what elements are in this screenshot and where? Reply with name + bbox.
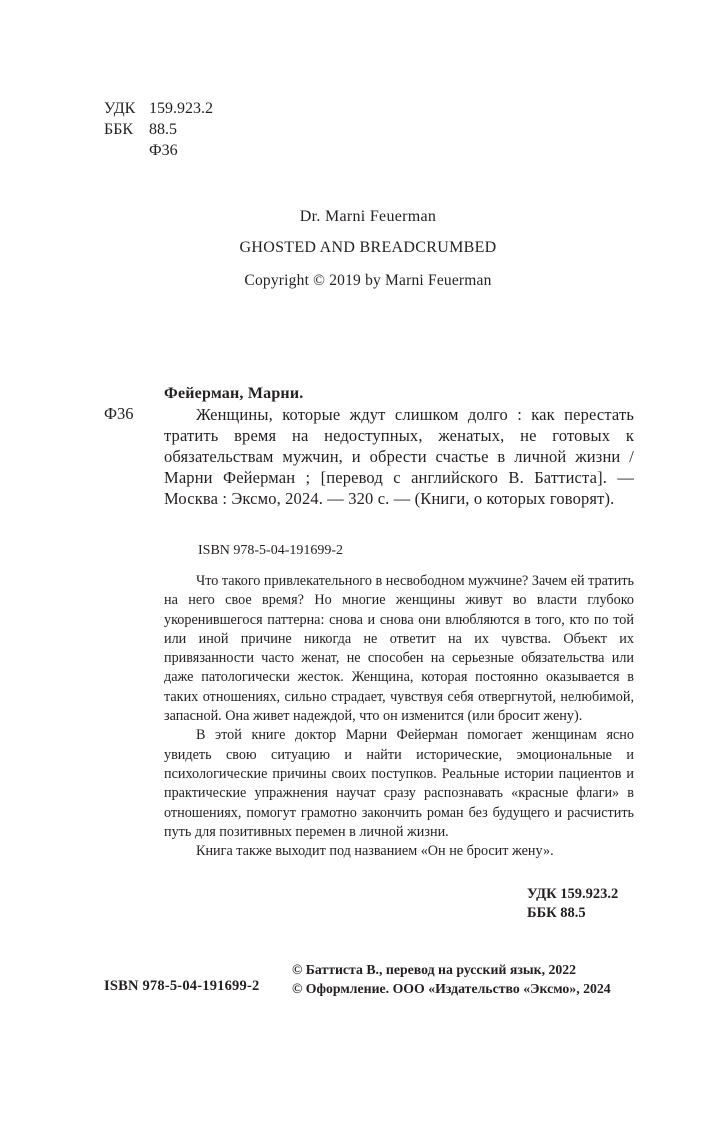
author-mark-row	[104, 140, 213, 161]
bbk-bottom: ББК 88.5	[527, 905, 586, 921]
udk-label: УДК	[104, 100, 136, 117]
original-author: Dr. Marni Feuerman	[299, 208, 437, 225]
bbk-value: 88.5	[149, 121, 177, 138]
classification-top	[104, 98, 213, 161]
annotation-paragraph: В этой книге доктор Марни Фейерман помогает женщинам ясно увидеть свою ситуацию и найти исторические, эмоциональные и психологические причины своих поступков. Реальные истории пациентов и практические упражнения научат сразу распознавать «красные флаги» в отношениях, помогут грамотно закончить роман без будущего и расчистить путь для позитивных перемен в личной жизни.	[164, 727, 634, 840]
classification-bottom	[527, 885, 618, 923]
copyright-design: © Оформление. ООО «Издательство «Эксмо», 2024	[292, 981, 611, 996]
udk-bottom: УДК 159.923.2	[527, 886, 619, 902]
annotation-paragraph: Что такого привлекательного в несвободном мужчине? Зачем ей тратить на него свое время? Но многие женщины живут во власти глубоко укоренившегося паттерна: снова и снова они влюбляются в того, кто по той или иной причине никогда не ответит на их чувства. Объект их привязанности часто женат, не способен на серьезные обязательства или даже патологически жесток. Женщина, которая постоянно оказывается в таких отношениях, сильно страдает, чувствуя себя отвергнутой, нелюбимой, запасной. Она живет надеждой, что он изменится (или бросит жену).	[164, 573, 634, 725]
annotation-paragraph: Книга также выходит под названием «Он не бросит жену».	[196, 843, 554, 860]
copyright-translation: © Баттиста В., перевод на русский язык, 2022	[292, 962, 577, 977]
original-title: GHOSTED AND BREADCRUMBED	[239, 239, 497, 256]
udk-value: 159.923.2	[149, 100, 213, 117]
bibliographic-record	[164, 383, 634, 509]
footer-copyright	[292, 960, 611, 998]
original-copyright: Copyright © 2019 by Marni Feuerman	[244, 272, 492, 289]
record-description: Женщины, которые ждут слишком долго : как перестать тратить время на недоступных, женатых, не готовых к обязательствам мужчин, и обрести счастье в личной жизни / Марни Фейерман ; [перевод с английского В. Баттиста]. — Москва : Эксмо, 2024. — 320 с. — (Книги, о которых говорят).	[164, 405, 634, 508]
udk-row	[104, 98, 213, 119]
bbk-row	[104, 119, 213, 140]
annotation	[164, 572, 634, 861]
record-isbn: ISBN 978-5-04-191699-2	[198, 543, 344, 558]
record-author-heading: Фейерман, Марни.	[164, 385, 304, 402]
author-mark: Ф36	[149, 142, 178, 159]
record-author-mark: Ф36	[104, 404, 134, 423]
bbk-label: ББК	[104, 121, 134, 138]
footer-isbn: ISBN 978-5-04-191699-2	[104, 978, 260, 994]
